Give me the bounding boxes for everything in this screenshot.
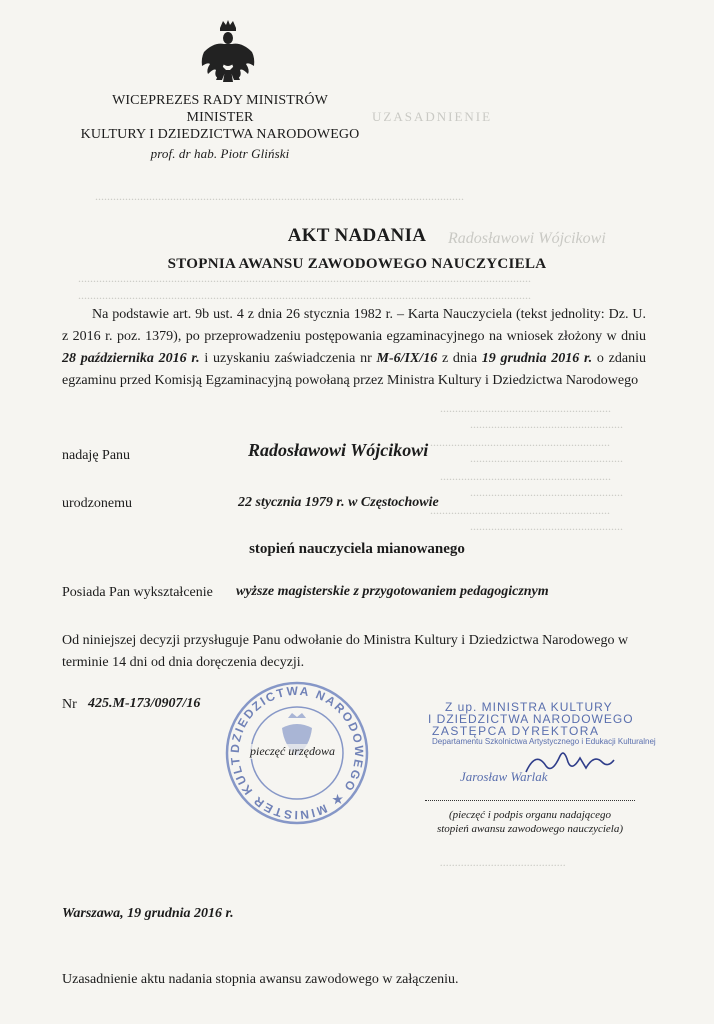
certificate-number: M-6/IX/16 [376, 351, 438, 366]
seal-ring-text: DZIEDZICTWA NARODOWEGO ★ MINISTER KULT [227, 683, 367, 823]
header-line-2: MINISTER [186, 110, 254, 125]
application-date: 28 października 2016 r. [62, 351, 200, 366]
signature-stamp-line-1: Z up. MINISTRA KULTURY [445, 700, 613, 714]
signer-name: Jarosław Warlak [460, 769, 548, 784]
grant-label: nadaję Panu [62, 448, 131, 463]
decision-number-label: Nr [62, 697, 77, 712]
place-and-date: Warszawa, 19 grudnia 2016 r. [62, 906, 234, 921]
appeal-notice: Od niniejszej decyzji przysługuje Panu odwołanie do Ministra Kultury i Dziedzictwa Narodowego w terminie 14 dni od dnia doręczenia decyzji. [62, 633, 629, 670]
signature-stamp-line-4: Departamentu Szkolnictwa Artystycznego i Edukacji Kulturalnej [432, 737, 656, 746]
decision-number: 425.M-173/0907/16 [88, 696, 201, 711]
born-label: urodzonemu [62, 496, 132, 511]
signature-stamp-line-2: I DZIEDZICTWA NARODOWEGO [428, 712, 634, 726]
education-label: Posiada Pan wykształcenie [62, 585, 213, 600]
document-title: AKT NADANIA [287, 225, 427, 246]
document-subtitle: STOPNIA AWANSU ZAWODOWEGO NAUCZYCIELA [167, 256, 547, 272]
signature-stamp-line-3: ZASTĘPCA DYREKTORA [432, 724, 600, 738]
header-line-1: WICEPREZES RADY MINISTRÓW [112, 93, 328, 108]
seal-caption: pieczęć urzędowa [250, 744, 335, 758]
recipient-name: Radosławowi Wójcikowi [248, 440, 429, 460]
certificate-date: 19 grudnia 2016 r. [481, 351, 593, 366]
signature-dotted-line [425, 800, 635, 801]
header-line-3: KULTURY I DZIEDZICTWA NARODOWEGO [80, 127, 360, 142]
teacher-degree: stopień nauczyciela mianowanego [249, 541, 465, 557]
justification-note: Uzasadnienie aktu nadania stopnia awansu zawodowego w załączeniu. [62, 972, 459, 987]
legal-basis-paragraph: Na podstawie art. 9b ust. 4 z dnia 26 stycznia 1982 r. – Karta Nauczyciela (tekst jednolity: Dz. U. z 2016 r. poz. 1379), po przeprowadzeniu postępowania egzaminacyjnego na wniosek złożony w dniu 28 października 2016 r. i uzyskaniu zaświadczenia nr M-6/IX/16 z dnia 19 grudnia 2016 r. o zdaniu egzaminu przed Komisją Egzaminacyjną powołaną przez Ministra Kultury i Dziedzictwa Narodowego [62, 307, 646, 388]
coat-of-arms-icon [198, 18, 258, 90]
signature-caption: (pieczęć i podpis organu nadającego stopień awansu zawodowego nauczyciela) [436, 809, 624, 835]
education-value: wyższe magisterskie z przygotowaniem pedagogicznym [236, 584, 549, 599]
header-signatory: prof. dr hab. Piotr Gliński [150, 146, 290, 161]
birth-date-place: 22 stycznia 1979 r. w Częstochowie [238, 495, 439, 510]
